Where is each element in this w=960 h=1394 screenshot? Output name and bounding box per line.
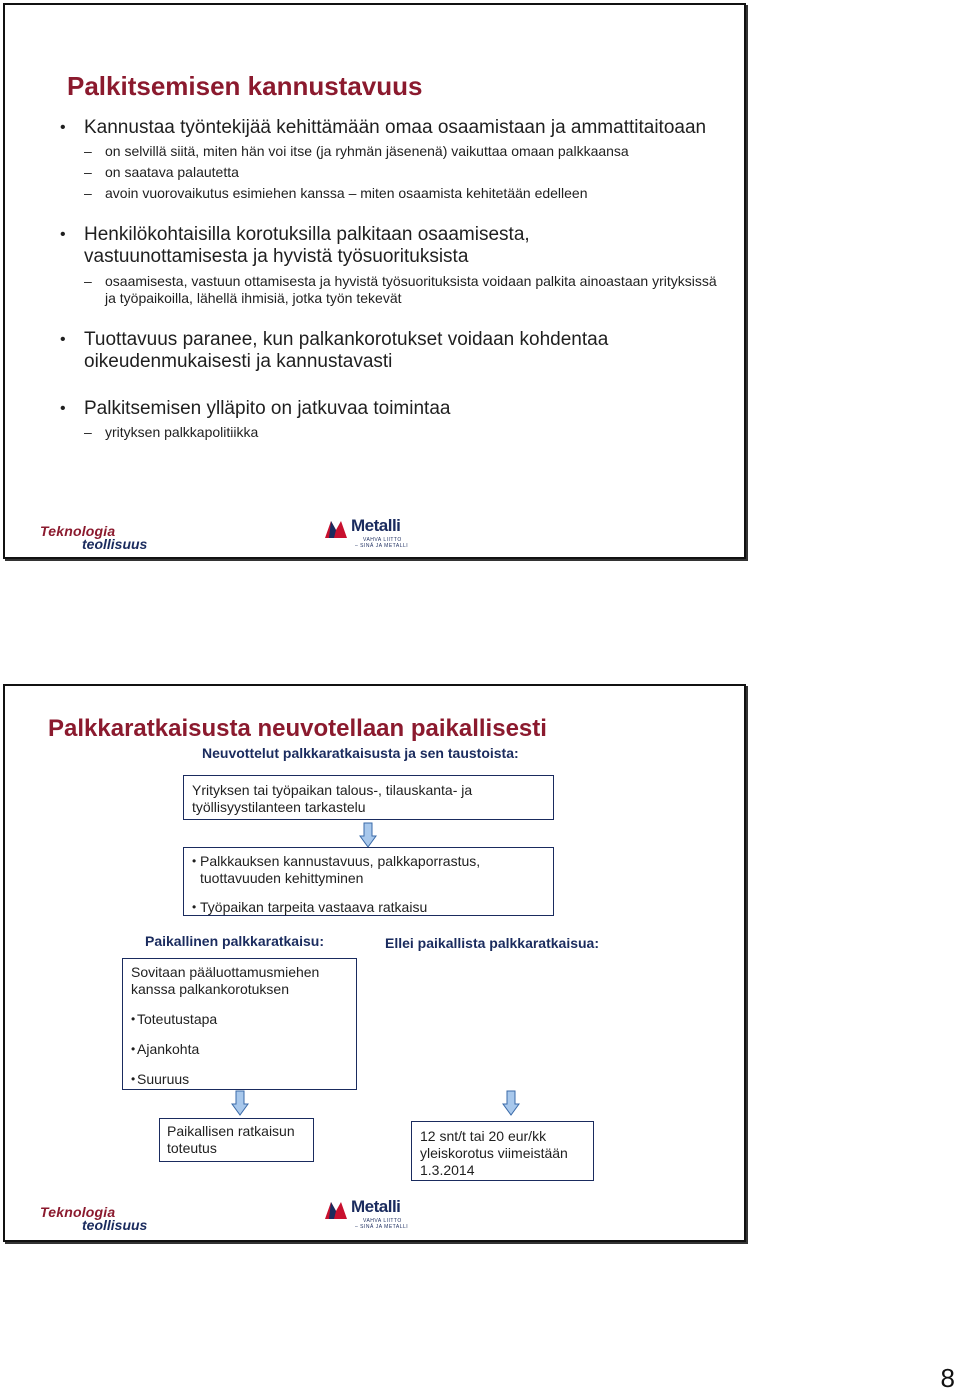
bullet-item: • Tuottavuus paranee, kun palkankorotukset voidaan kohdentaa oikeudenmukaisesti ja kannustavasti [57,329,704,373]
bullet-group-2 [57,224,717,307]
down-arrow-icon [502,1090,520,1116]
metalli-logo: Metalli VAHVA LIITTO – SINÄ JA METALLI [323,516,413,552]
metalli-emblem-icon [323,518,349,540]
sub-bullet-item: – avoin vuorovaikutus esimiehen kanssa – miten osaamista kehitetään edelleen [57,185,717,202]
page-number: 8 [940,1363,955,1393]
metalli-logo: Metalli VAHVA LIITTO – SINÄ JA METALLI [323,1197,413,1233]
box-paikallinen-sopimus: Sovitaan pääluottamusmiehen kanssa palkankorotuksen • Toteutustapa • Ajankohta • Suuruus [122,958,357,1090]
box-yleiskorotus: 12 snt/t tai 20 eur/kk yleiskorotus viimeistään 1.3.2014 [411,1121,594,1181]
sub-bullet-item: – yrityksen palkkapolitiikka [57,424,717,441]
bullet-list [57,117,717,441]
slide2-subtitle: Neuvottelut palkkaratkaisusta ja sen taustoista: [202,745,519,761]
down-arrow-icon [359,822,377,848]
bullet-item: • Henkilökohtaisilla korotuksilla palkitaan osaamisesta, vastuunottamisesta ja hyvistä työsuorituksista [57,224,604,268]
left-label: Paikallinen palkkaratkaisu: [145,933,324,949]
sub-bullet-item: – osaamisesta, vastuun ottamisesta ja hyvistä työsuorituksista voidaan palkita ainoastaan yrityksissä ja työpaikoilla, lähellä ihmisiä, jotka työn tekevät [57,273,730,307]
bullet-group-1 [57,117,717,202]
bullet-item: • Kannustaa työntekijää kehittämään omaa osaamistaan ja ammattitaitoaan [57,117,717,139]
right-label: Ellei paikallista palkkaratkaisua: [385,935,600,951]
sub-bullet-item: – on saatava palautetta [57,164,717,181]
box-neuvotteluaiheet: • Palkkauksen kannustavuus, palkkaporrastus, tuottavuuden kehittyminen • Työpaikan tarpeita vastaava ratkaisu [183,847,554,916]
metalli-emblem-icon [323,1199,349,1221]
teknologiateollisuus-logo: Teknologia teollisuus [40,1204,148,1233]
box-taustat: Yrityksen tai työpaikan talous-, tilauskanta- ja työllisyystilanteen tarkastelu [183,775,554,820]
bullet-group-4 [57,398,717,441]
bullet-group-3 [57,329,717,373]
box-paikallisen-toteutus: Paikallisen ratkaisun toteutus [159,1118,314,1162]
down-arrow-icon [231,1090,249,1116]
slide-kannustavuus [3,3,746,559]
slide1-title: Palkitsemisen kannustavuus [67,71,423,101]
sub-bullet-item: – on selvillä siitä, miten hän voi itse (ja ryhmän jäsenenä) vaikuttaa omaan palkkaansa [57,143,717,160]
teknologiateollisuus-logo: Teknologia teollisuus [40,523,148,552]
slide2-title: Palkkaratkaisusta neuvotellaan paikallisesti [48,715,547,742]
slide-paikallinen-palkkaratkaisu [3,684,746,1242]
bullet-item: • Palkitsemisen ylläpito on jatkuvaa toimintaa [57,398,717,420]
